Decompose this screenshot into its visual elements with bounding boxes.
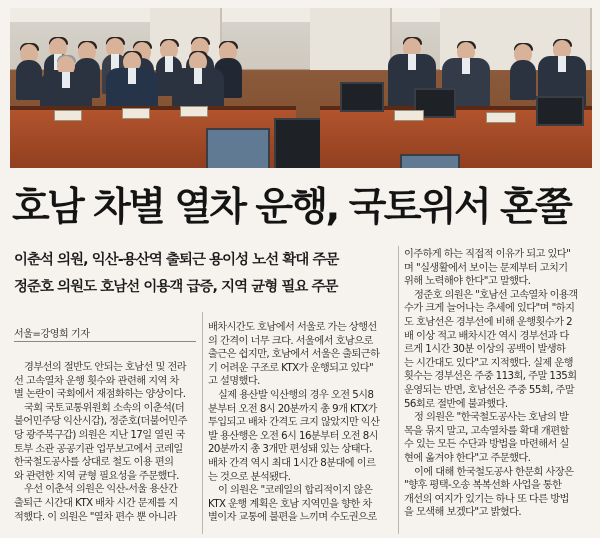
- body-line: 수가 크게 늘어나는 추세에 있다"며 "하지: [404, 303, 575, 315]
- body-line: 배차시간도 호남에서 서울로 가는 상행선: [208, 322, 377, 333]
- nameplate: [180, 106, 208, 117]
- body-line: 토부 소관 공공기관 업무보고에서 코레일: [14, 443, 183, 455]
- headline: 호남 차별 열차 운행, 국토위서 혼쭐: [12, 185, 571, 230]
- body-line: "향후 평택-오송 복복선화 사업을 통한: [404, 480, 562, 492]
- body-line: 와 관련한 지역 균형 필요성을 주문했다.: [14, 470, 179, 482]
- body-line: 며 "실생활에서 보이는 문제부터 고치기: [404, 262, 568, 274]
- article-column-2: [208, 321, 394, 525]
- monitor: [536, 96, 584, 126]
- body-line: 이에 대해 한국철도공사 한문희 사장은: [414, 466, 574, 478]
- body-line: 출근은 쉽지만, 호남에서 서울은 출퇴근하: [208, 349, 380, 361]
- body-line: 불어민주당 익산시갑), 정준호(더불어민주: [14, 416, 187, 428]
- monitor: [206, 128, 270, 168]
- byline: 서울=강영희 기자: [14, 329, 90, 340]
- body-line: 적했다. 이 의원은 "열차 편수 뿐 아니라: [14, 511, 177, 523]
- nameplate: [122, 108, 150, 119]
- wall-panel: [310, 8, 392, 70]
- subhead: 이춘석 의원, 익산-용산역 출퇴근 용이성 노선 확대 주문: [14, 252, 339, 268]
- body-line: 출퇴근 시간대 KTX 배차 시간 문제를 지: [14, 497, 178, 509]
- body-line: 개선의 여지가 있기는 하나 또 다른 방법: [404, 493, 569, 505]
- body-line: 20분까지 총 3개만 편성돼 있는 상태다.: [208, 444, 372, 456]
- body-line: 수 있는 모든 수단과 방법을 마련해서 실: [404, 439, 569, 451]
- body-line: 운영되는 반면, 호남선은 주중 55회, 주말: [404, 384, 575, 396]
- body-line: 고 설명했다.: [208, 376, 260, 388]
- body-line: 의 간격이 너무 크다. 서울에서 호남으로: [208, 335, 373, 347]
- body-line: 는 것으로 분석됐다.: [208, 471, 291, 483]
- body-line: 투입되고 배차 간격도 크지 않았지만 익산: [208, 417, 380, 429]
- body-line: 경부선의 절반도 안되는 호남선 및 전라: [24, 362, 187, 373]
- body-line: 56회로 절반에 불과했다.: [404, 398, 508, 410]
- byline-divider: [14, 341, 196, 342]
- body-line: 횟수는 경부선은 주중 113회, 주말 135회: [404, 371, 577, 383]
- body-line: 국회 국토교통위원회 소속의 이춘석(더: [24, 402, 185, 414]
- body-line: 도 호남선은 경부선에 비해 운행횟수가 2: [404, 316, 573, 328]
- article-photo: [10, 8, 592, 168]
- body-line: 배 이상 적고 배차시간 역시 경부선과 다: [404, 330, 569, 342]
- article-column-1: [14, 361, 198, 524]
- body-line: 을 모색해 보겠다"고 밝혔다.: [404, 507, 522, 519]
- column-divider: [398, 246, 399, 534]
- article-column-3: [404, 248, 592, 520]
- body-line: 우선 이춘석 의원은 익산-서울 용산간: [24, 484, 178, 496]
- body-line: 한국철도공사를 상대로 철도 이용 편의: [14, 457, 174, 469]
- body-line: 는 시간대도 있다"고 지적했다. 실제 운행: [404, 357, 573, 369]
- subhead: 정준호 의원도 호남선 이용객 급증, 지역 균형 필요 주문: [14, 279, 338, 295]
- body-line: 선 고속열차 운행 횟수와 관련해 지역 차: [14, 375, 179, 387]
- body-line: 현에 옮겨야 한다"고 주문했다.: [404, 452, 531, 464]
- nameplate: [54, 110, 82, 121]
- body-line: 별 논란이 국회에서 재점화하는 양상이다.: [14, 389, 186, 401]
- body-line: 이주하게 하는 직접적 이유가 되고 있다": [404, 249, 571, 260]
- nameplate: [394, 110, 424, 121]
- body-line: 정 의원은 "한국철도공사는 호남의 발: [414, 412, 569, 424]
- body-line: 이 의원은 "코레일의 합리적이지 않은: [218, 485, 373, 497]
- column-divider: [202, 312, 203, 534]
- monitor: [400, 154, 460, 168]
- body-line: 분부터 오전 8시 20분까지 총 9개 KTX가: [208, 403, 377, 415]
- body-line: 위해 노력해야 한다"고 말했다.: [404, 276, 531, 288]
- nameplate: [486, 112, 516, 123]
- body-line: 기 어려운 구조로 KTX가 운행되고 있다": [208, 362, 374, 374]
- body-line: 정준호 의원은 "호남선 고속열차 이용객: [414, 289, 578, 301]
- body-line: 르게 1시간 30분 이상의 공백이 발생하: [404, 344, 566, 356]
- monitor: [340, 82, 384, 112]
- body-line: 당 광주북구갑) 의원은 지난 17일 열린 국: [14, 429, 185, 441]
- person: [16, 44, 42, 104]
- body-line: 발 용산행은 오전 6시 16분부터 오전 8시: [208, 430, 378, 442]
- body-line: 배차 간격 역시 최대 1시간 8분대에 이르: [208, 457, 376, 469]
- body-line: KTX 운행 계획은 호남 지역민을 향한 차: [208, 498, 372, 510]
- body-line: 별이자 교통에 불편을 느끼며 수도권으로: [208, 512, 377, 524]
- body-line: 실제 용산발 익산행의 경우 오전 5시8: [218, 389, 374, 401]
- body-line: 목을 묶지 말고, 고속열차를 확대 개편할: [404, 425, 569, 437]
- person: [510, 44, 536, 104]
